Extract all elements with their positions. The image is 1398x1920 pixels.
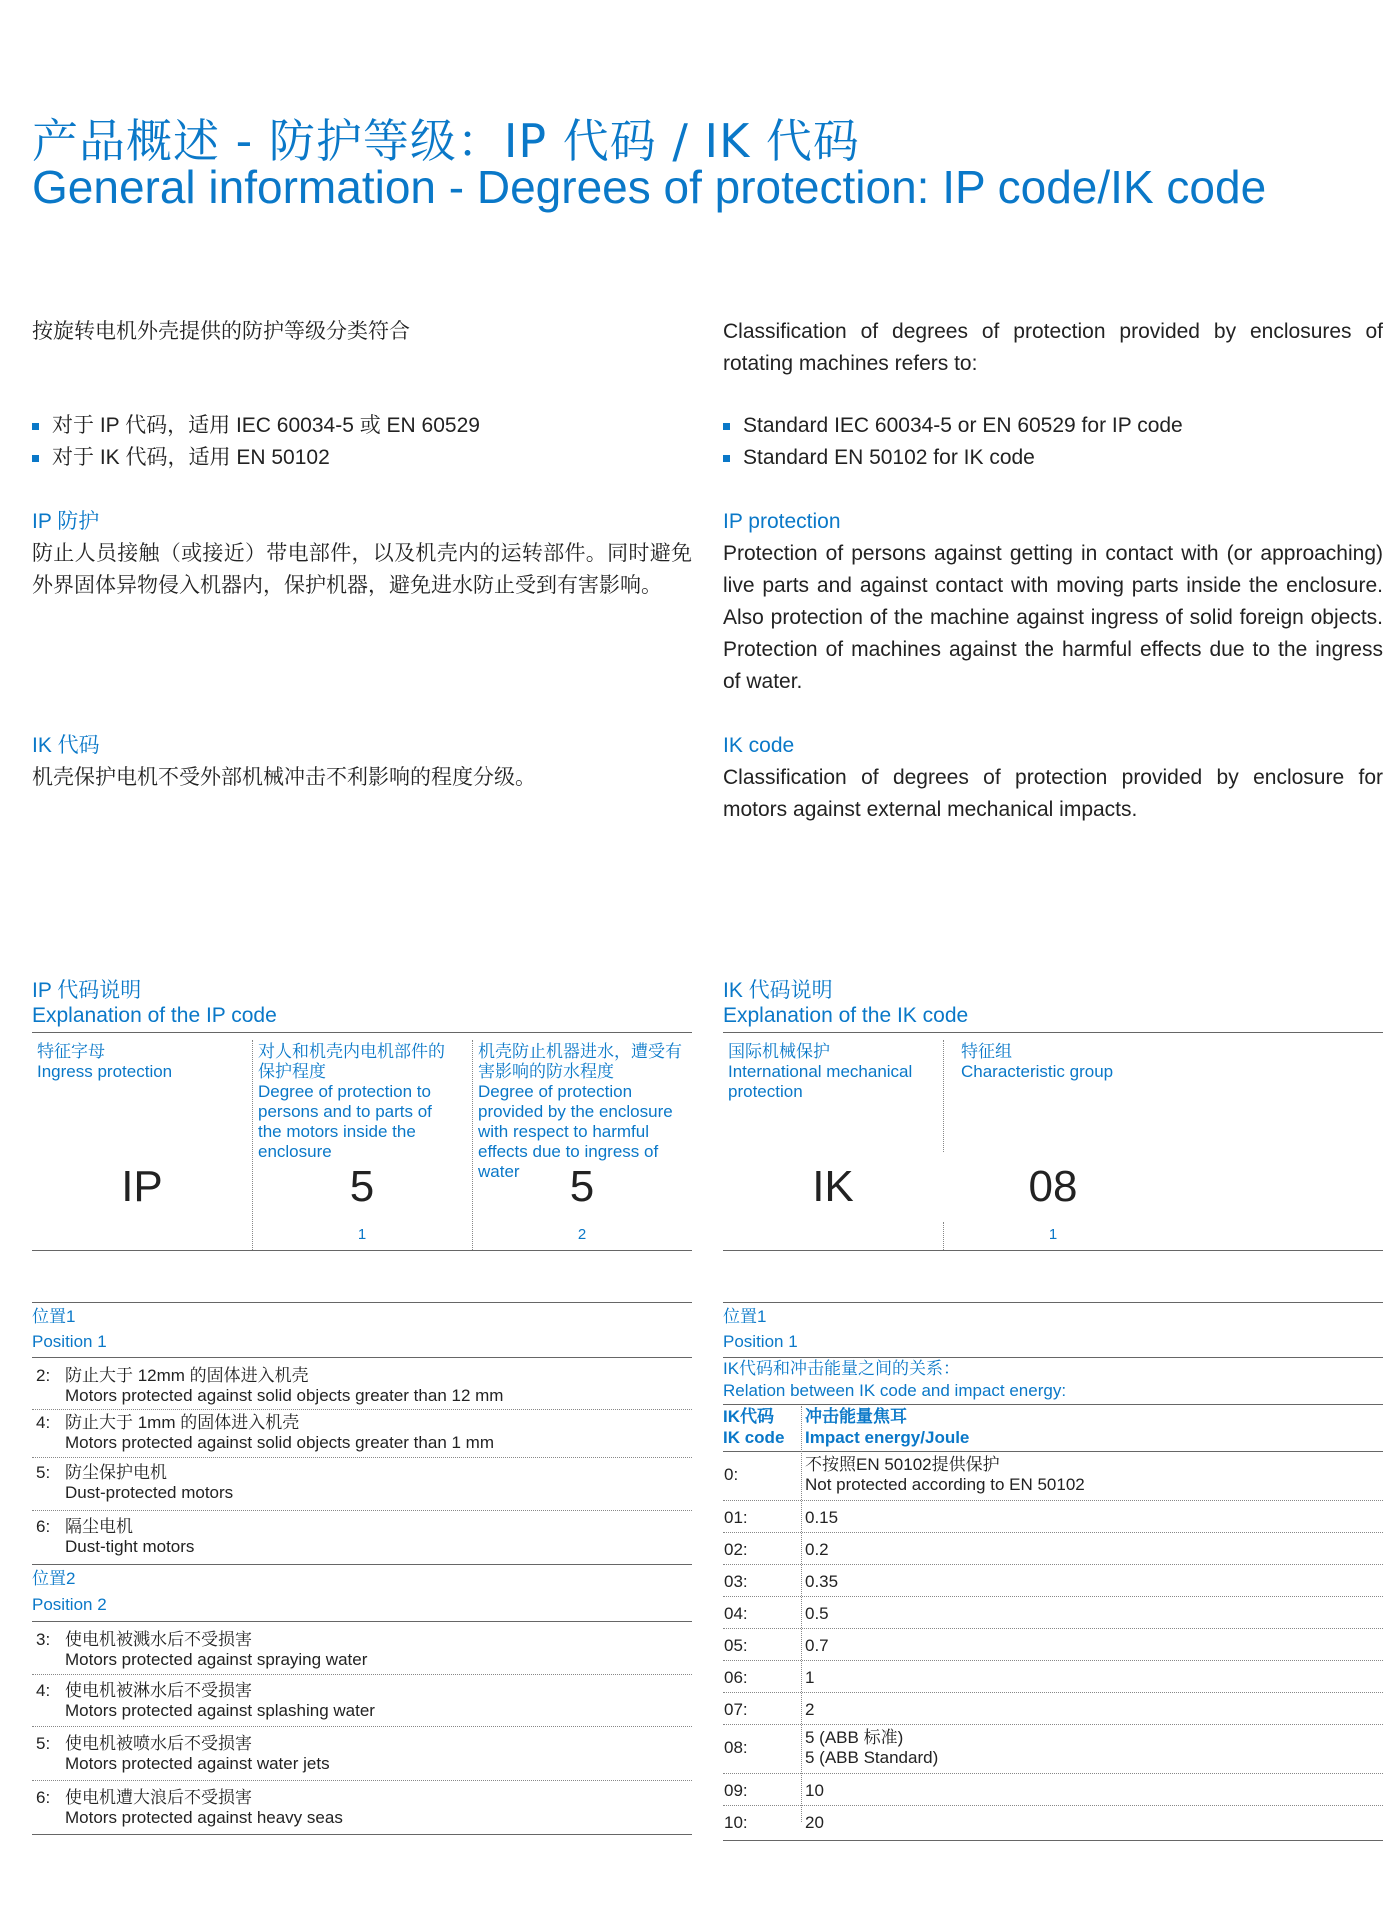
ip-pos-1: 1	[357, 1226, 367, 1243]
ik-value: 0.15	[805, 1508, 839, 1527]
ik-value: 10	[805, 1781, 824, 1800]
divider	[32, 1564, 692, 1565]
ik-col2-header	[961, 1042, 1361, 1082]
row-en: Motors protected against water jets	[65, 1754, 330, 1773]
ik-code: 07:	[724, 1700, 748, 1719]
ik-code: 10:	[724, 1813, 748, 1832]
row-num: 6:	[36, 1517, 51, 1536]
divider	[252, 1040, 253, 1250]
divider	[32, 1032, 692, 1033]
ip-code-letters: IP	[121, 1162, 163, 1211]
ik-code-letters: IK	[812, 1162, 854, 1211]
divider	[723, 1532, 1383, 1533]
ik-position1-cn: 位置1	[723, 1307, 767, 1326]
ip-col1-header	[37, 1042, 242, 1082]
divider	[723, 1500, 1383, 1501]
ip-protection-text-cn: 防止人员接触（或接近）带电部件，以及机壳内的运转部件。同时避免外界固体异物侵入机器内，保护机器，避免进水防止受到有害影响。	[32, 542, 692, 597]
row-cn: 隔尘电机	[65, 1517, 133, 1536]
row-en: Motors protected against solid objects greater than 12 mm	[65, 1386, 504, 1405]
ik-col2-en: Characteristic group	[961, 1062, 1114, 1081]
ik-code-text-en: Classification of degrees of protection provided by enclosure for motors against external mechanical impacts.	[723, 766, 1383, 821]
row-num: 4:	[36, 1413, 51, 1432]
ik-col1-en: International mechanical protection	[728, 1062, 913, 1101]
divider	[472, 1040, 473, 1250]
ip-position1-en: Position 1	[32, 1332, 107, 1351]
bullet-item: 对于 IK 代码，适用 EN 50102	[32, 442, 692, 474]
divider	[801, 1406, 802, 1822]
row-cn: 防尘保护电机	[65, 1463, 167, 1482]
divider	[32, 1409, 692, 1410]
ik-code: 08:	[724, 1738, 748, 1757]
divider	[943, 1040, 944, 1152]
ip-col1-en: Ingress protection	[37, 1062, 173, 1081]
ik-code: 02:	[724, 1540, 748, 1559]
row-num: 5:	[36, 1463, 51, 1482]
divider	[723, 1724, 1383, 1725]
ip-col2-en: Degree of protection to persons and to parts of the motors inside the enclosure	[258, 1082, 432, 1161]
divider	[32, 1621, 692, 1622]
row-num: 5:	[36, 1734, 51, 1753]
divider	[32, 1674, 692, 1675]
divider	[32, 1302, 692, 1303]
divider	[723, 1451, 1383, 1452]
row-cn: 使电机被淋水后不受损害	[65, 1681, 252, 1700]
ik-code: 04:	[724, 1604, 748, 1623]
ik-explain-heading-en: Explanation of the IK code	[723, 1004, 969, 1027]
ik-value: 2	[805, 1700, 815, 1719]
ik-col2-cn: 特征组	[961, 1042, 1012, 1061]
ip-col3-header	[478, 1042, 688, 1182]
ik-value: 不按照EN 50102提供保护	[805, 1455, 1000, 1474]
row-num: 4:	[36, 1681, 51, 1700]
ik-value-en: Not protected according to EN 50102	[805, 1475, 1085, 1494]
divider	[723, 1840, 1383, 1841]
ik-code-heading-en: IK code	[723, 734, 795, 757]
intro-bullets-en	[723, 410, 1383, 474]
ip-protection-heading-cn: IP 防护	[32, 510, 100, 533]
intro-text-en: Classification of degrees of protection provided by enclosures of rotating machines refers to:	[723, 320, 1383, 375]
divider	[723, 1250, 1383, 1251]
row-num: 2:	[36, 1366, 51, 1385]
ik-value: 0.35	[805, 1572, 839, 1591]
divider	[723, 1564, 1383, 1565]
ik-th-energy	[805, 1406, 969, 1448]
divider	[723, 1692, 1383, 1693]
intro-bullets-cn	[32, 410, 692, 474]
ik-code: 09:	[724, 1781, 748, 1800]
ip-col2-header	[258, 1042, 458, 1162]
ip-explain-heading-en: Explanation of the IP code	[32, 1004, 277, 1027]
ik-code: 06:	[724, 1668, 748, 1687]
row-en: Dust-protected motors	[65, 1483, 234, 1502]
ik-code: 01:	[724, 1508, 748, 1527]
ip-position2-en: Position 2	[32, 1595, 107, 1614]
divider	[723, 1404, 1383, 1405]
ip-col3-cn: 机壳防止机器进水，遭受有害影响的防水程度	[478, 1042, 682, 1081]
ik-code: 0:	[724, 1465, 739, 1484]
divider	[723, 1628, 1383, 1629]
ik-value-en: 5 (ABB Standard)	[805, 1748, 939, 1767]
ik-code: 05:	[724, 1636, 748, 1655]
bullet-item: Standard IEC 60034-5 or EN 60529 for IP code	[723, 410, 1383, 442]
bullet-item: 对于 IP 代码，适用 IEC 60034-5 或 EN 60529	[32, 410, 692, 442]
row-cn: 使电机遭大浪后不受损害	[65, 1788, 252, 1807]
ik-th-code	[723, 1406, 784, 1448]
ik-code: 03:	[724, 1572, 748, 1591]
intro-text-cn: 按旋转电机外壳提供的防护等级分类符合	[32, 320, 410, 343]
ik-explain-heading-cn: IK 代码说明	[723, 979, 833, 1002]
row-cn: 防止大于 12mm 的固体进入机壳	[65, 1366, 309, 1385]
divider	[32, 1250, 692, 1251]
ik-th-energy-en: Impact energy/Joule	[805, 1428, 970, 1447]
ik-col1-cn: 国际机械保护	[728, 1042, 830, 1061]
divider	[32, 1510, 692, 1511]
ik-th-code-en: IK code	[723, 1428, 785, 1447]
ip-digit-2: 5	[569, 1162, 595, 1211]
divider	[723, 1032, 1383, 1033]
ik-relation-cn: IK代码和冲击能量之间的关系：	[723, 1359, 961, 1378]
row-en: Dust-tight motors	[65, 1537, 195, 1556]
divider	[723, 1596, 1383, 1597]
ip-protection-text-en: Protection of persons against getting in contact with (or approaching) live parts and against contact with moving parts inside the enclosure. Also protection of the machine against ingress of solid foreign objects. Protection of machines against the harmful effects due to the ingress of water.	[723, 542, 1383, 693]
row-num: 3:	[36, 1630, 51, 1649]
ik-value: 1	[805, 1668, 815, 1687]
ip-protection-heading-en: IP protection	[723, 510, 841, 533]
ik-value: 20	[805, 1813, 824, 1832]
bullet-item: Standard EN 50102 for IK code	[723, 442, 1383, 474]
divider	[723, 1773, 1383, 1774]
ik-th-energy-cn: 冲击能量焦耳	[805, 1407, 907, 1426]
divider	[723, 1302, 1383, 1303]
divider	[32, 1457, 692, 1458]
row-cn: 使电机被喷水后不受损害	[65, 1734, 252, 1753]
row-en: Motors protected against solid objects greater than 1 mm	[65, 1433, 494, 1452]
ik-th-code-cn: IK代码	[723, 1407, 774, 1426]
ip-position1-cn: 位置1	[32, 1307, 76, 1326]
row-num: 6:	[36, 1788, 51, 1807]
page-title-en: General information - Degrees of protection: IP code/IK code	[32, 161, 1267, 213]
ik-digits: 08	[1028, 1162, 1078, 1211]
ik-col1-header	[728, 1042, 938, 1102]
divider	[32, 1726, 692, 1727]
ik-pos-1: 1	[1048, 1226, 1058, 1243]
row-en: Motors protected against spraying water	[65, 1650, 368, 1669]
ip-col3-en: Degree of protection provided by the enclosure with respect to harmful effects due to ingress of water	[478, 1082, 673, 1181]
divider	[32, 1357, 692, 1358]
ip-col2-cn: 对人和机壳内电机部件的保护程度	[258, 1042, 445, 1081]
row-cn: 使电机被溅水后不受损害	[65, 1630, 252, 1649]
ik-value: 0.5	[805, 1604, 829, 1623]
ik-value: 5 (ABB 标准)	[805, 1728, 904, 1747]
ik-value: 0.2	[805, 1540, 829, 1559]
ik-position1-en: Position 1	[723, 1332, 798, 1351]
divider	[32, 1834, 692, 1835]
ik-code-text-cn: 机壳保护电机不受外部机械冲击不利影响的程度分级。	[32, 766, 536, 789]
ip-col1-cn: 特征字母	[37, 1042, 105, 1061]
page-title-cn: 产品概述 - 防护等级：IP 代码 / IK 代码	[32, 114, 860, 168]
ip-explain-heading-cn: IP 代码说明	[32, 979, 142, 1002]
ik-relation-en: Relation between IK code and impact energy:	[723, 1381, 1067, 1400]
ip-position2-cn: 位置2	[32, 1569, 76, 1588]
ip-digit-1: 5	[349, 1162, 375, 1211]
row-en: Motors protected against heavy seas	[65, 1808, 343, 1827]
divider	[32, 1780, 692, 1781]
row-en: Motors protected against splashing water	[65, 1701, 375, 1720]
ik-code-heading-cn: IK 代码	[32, 734, 100, 757]
ik-value: 0.7	[805, 1636, 829, 1655]
row-cn: 防止大于 1mm 的固体进入机壳	[65, 1413, 300, 1432]
divider	[723, 1805, 1383, 1806]
divider	[723, 1660, 1383, 1661]
ip-pos-2: 2	[577, 1226, 587, 1243]
